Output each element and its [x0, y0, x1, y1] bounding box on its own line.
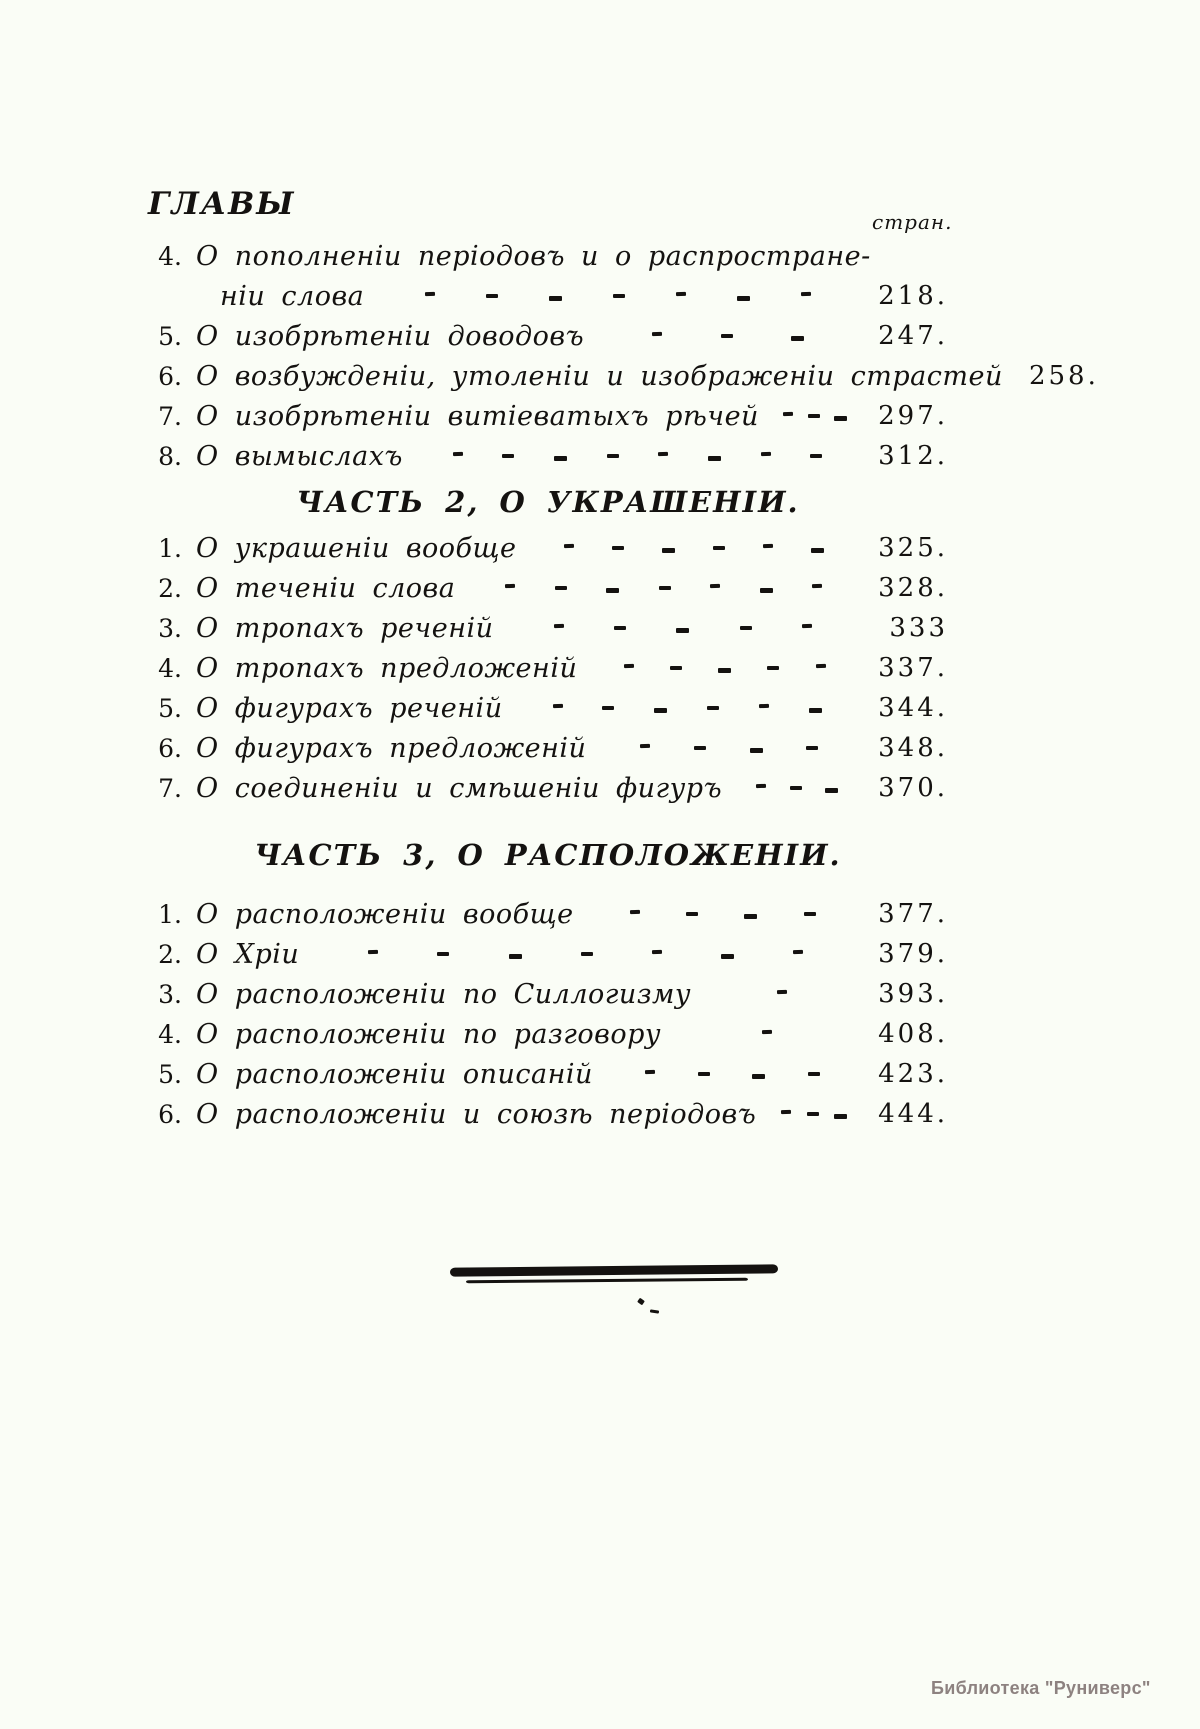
- leader-dash: [552, 704, 562, 708]
- toc-item-title: О изобрѣтеніи доводовъ: [196, 320, 585, 352]
- toc-row: [148, 934, 948, 974]
- toc-item-number: 7.: [158, 401, 182, 431]
- toc-page-number: 344.: [878, 693, 948, 723]
- toc-item-number: 6.: [158, 1099, 182, 1129]
- toc-row: [148, 1054, 948, 1094]
- leader-dash: [505, 584, 515, 588]
- toc-item-number: 4.: [158, 653, 182, 683]
- leader-dash: [613, 294, 625, 298]
- toc-item-title: О украшеніи вообще: [196, 532, 517, 564]
- leader-dash: [614, 626, 626, 630]
- toc-item-title: О вымыслахъ: [196, 440, 403, 472]
- toc-leader-dashes: [455, 568, 872, 608]
- toc-row: [148, 356, 1099, 396]
- leader-dash: [825, 788, 838, 793]
- toc-leader-dashes: [503, 688, 872, 728]
- toc-item-title: О возбужденіи, утоленіи и изображеніи страстей: [196, 360, 1003, 392]
- toc-item-title: О расположеніи вообще: [196, 898, 574, 930]
- toc-item-number: 2.: [158, 573, 182, 603]
- toc-item-number: 4.: [158, 241, 182, 271]
- toc-leader-dashes: [517, 528, 872, 568]
- leader-dash: [654, 708, 667, 713]
- toc-item-title: О расположеніи и союзѣ періодовъ: [196, 1098, 757, 1130]
- leader-dash: [502, 454, 514, 458]
- leader-dash: [659, 586, 671, 590]
- leader-dash: [808, 414, 820, 418]
- leader-dash: [453, 452, 463, 456]
- leader-dash: [761, 1030, 771, 1034]
- toc-item-title: О изобрѣтеніи витіеватыхъ рѣчей: [196, 400, 759, 432]
- toc-page-number: 297.: [878, 401, 948, 431]
- toc-leader-dashes: [871, 236, 891, 276]
- toc-page-number: 370.: [878, 773, 948, 803]
- leader-dash: [812, 584, 822, 588]
- toc-page-number: 218.: [878, 281, 948, 311]
- leader-dash: [612, 546, 624, 550]
- leader-dash: [781, 1110, 791, 1114]
- leader-dash: [686, 912, 698, 916]
- leader-dash: [602, 706, 614, 710]
- toc-page-number: 312.: [878, 441, 948, 471]
- leader-dash: [744, 914, 757, 919]
- leader-dash: [554, 456, 567, 461]
- leader-dash: [776, 990, 786, 994]
- toc-rows: [148, 236, 1099, 1134]
- leader-dash: [564, 544, 574, 548]
- leader-dash: [509, 954, 522, 959]
- toc-row: [148, 894, 948, 934]
- leader-dash: [808, 1072, 820, 1076]
- leader-dash: [737, 296, 750, 301]
- toc-item-number: 4.: [158, 1019, 182, 1049]
- toc-item-title: О Хріи: [196, 938, 300, 970]
- toc-leader-dashes: [584, 316, 872, 356]
- toc-item-title: О расположеніи описаній: [196, 1058, 593, 1090]
- leader-dash: [810, 454, 822, 458]
- leader-dash: [721, 954, 734, 959]
- leader-dash: [793, 950, 803, 954]
- toc-page-number: 325.: [878, 533, 948, 563]
- leader-dash: [752, 1074, 765, 1079]
- leader-dash: [658, 452, 668, 456]
- leader-dash: [761, 452, 771, 456]
- leader-dash: [718, 668, 731, 673]
- leader-dash: [555, 586, 567, 590]
- ink-speck: [637, 1298, 645, 1306]
- toc-item-number: 5.: [158, 1059, 182, 1089]
- leader-dash: [791, 336, 804, 341]
- leader-dash: [710, 584, 720, 588]
- leader-dash: [783, 412, 793, 416]
- leader-dash: [811, 548, 824, 553]
- toc-item-number: 5.: [158, 693, 182, 723]
- toc-section-heading: ЧАСТЬ 2, О УКРАШЕНІИ.: [296, 485, 800, 519]
- leader-dash: [708, 456, 721, 461]
- toc-item-number: 2.: [158, 939, 182, 969]
- leader-dash: [486, 294, 498, 298]
- toc-leader-dashes: [577, 648, 872, 688]
- toc-leader-dashes: [759, 396, 872, 436]
- leader-dash: [767, 666, 779, 670]
- toc-item-title: О расположеніи по разговору: [196, 1018, 662, 1050]
- leader-dash: [670, 666, 682, 670]
- toc-leader-dashes: [299, 934, 872, 974]
- leader-dash: [760, 588, 773, 593]
- toc-row: [148, 236, 948, 276]
- leader-dash: [662, 548, 675, 553]
- toc-leader-dashes: [364, 276, 872, 316]
- toc-page-number: 337.: [878, 653, 948, 683]
- ink-speck: [650, 1309, 659, 1313]
- toc-leader-dashes: [722, 768, 872, 808]
- toc-row: [148, 276, 948, 316]
- leader-dash: [713, 546, 725, 550]
- toc-row: [148, 316, 948, 356]
- leader-dash: [790, 786, 802, 790]
- toc-page-number: 393.: [878, 979, 948, 1009]
- toc-item-title: О фигурахъ реченій: [196, 692, 503, 724]
- toc-item-title: О тропахъ реченій: [196, 612, 494, 644]
- leader-dash: [554, 624, 564, 628]
- toc-leader-dashes: [756, 1094, 872, 1134]
- toc-row: [148, 974, 948, 1014]
- leader-dash: [834, 416, 847, 421]
- toc-leader-dashes: [661, 1014, 872, 1054]
- toc-item-title: О соединеніи и смѣшеніи фигуръ: [196, 772, 723, 804]
- leader-dash: [676, 628, 689, 633]
- toc-row: [148, 728, 948, 768]
- leader-dash: [606, 588, 619, 593]
- leader-dash: [652, 332, 662, 336]
- toc-leader-dashes: [691, 974, 872, 1014]
- toc-page-number: 258.: [1028, 361, 1099, 391]
- toc-item-title: О пополненіи періодовъ и о распростране-: [196, 240, 871, 272]
- toc-leader-dashes: [574, 894, 872, 934]
- toc-leader-dashes: [403, 436, 872, 476]
- section-divider-rule: [450, 1266, 778, 1282]
- toc-leader-dashes: [586, 728, 872, 768]
- leader-dash: [721, 334, 733, 338]
- leader-dash: [676, 292, 686, 296]
- leader-dash: [750, 748, 763, 753]
- leader-dash: [807, 1112, 819, 1116]
- toc-page-number: 328.: [878, 573, 948, 603]
- toc-page-number: 379.: [878, 939, 948, 969]
- leader-dash: [607, 454, 619, 458]
- toc-row: [148, 436, 948, 476]
- leader-dash: [806, 746, 818, 750]
- toc-row: [148, 1014, 948, 1054]
- toc-row: [148, 568, 948, 608]
- toc-leader-dashes: [1003, 356, 1023, 396]
- leader-dash: [707, 706, 719, 710]
- toc-leader-dashes: [593, 1054, 872, 1094]
- toc-item-title: ніи слова: [220, 280, 365, 312]
- toc-page-number: 333: [889, 613, 948, 643]
- toc-item-number: 8.: [158, 441, 182, 471]
- library-watermark: Библиотека "Руниверс": [931, 1678, 1151, 1698]
- toc-item-title: О тропахъ предложеній: [196, 652, 578, 684]
- toc-item-number: 5.: [158, 321, 182, 351]
- leader-dash: [694, 746, 706, 750]
- leader-dash: [834, 1114, 847, 1119]
- toc-row: [148, 688, 948, 728]
- leader-dash: [809, 708, 822, 713]
- toc-leader-dashes: [494, 608, 873, 648]
- toc-page-number: 444.: [878, 1099, 948, 1129]
- leader-dash: [368, 950, 378, 954]
- toc-row: [148, 396, 948, 436]
- toc-item-number: 1.: [158, 533, 182, 563]
- toc-page-number: 423.: [878, 1059, 948, 1089]
- leader-dash: [581, 952, 593, 956]
- leader-dash: [624, 664, 634, 668]
- leader-dash: [801, 292, 811, 296]
- leader-dash: [802, 624, 812, 628]
- toc-item-title: О фигурахъ предложеній: [196, 732, 587, 764]
- toc-page-number: 377.: [878, 899, 948, 929]
- toc-section-heading: ЧАСТЬ 3, О РАСПОЛОЖЕНІИ.: [254, 838, 842, 872]
- divider-bar-thin: [466, 1278, 748, 1283]
- toc-item-number: 6.: [158, 733, 182, 763]
- divider-bar-thick: [450, 1264, 778, 1276]
- page-title: ГЛАВЫ: [148, 186, 296, 222]
- toc-row: [148, 528, 948, 568]
- toc-row: [148, 648, 948, 688]
- leader-dash: [645, 1070, 655, 1074]
- leader-dash: [698, 1072, 710, 1076]
- leader-dash: [630, 910, 640, 914]
- leader-dash: [425, 292, 435, 296]
- leader-dash: [804, 912, 816, 916]
- leader-dash: [759, 704, 769, 708]
- toc-page-number: 247.: [878, 321, 948, 351]
- toc-row: [148, 1094, 948, 1134]
- toc-page-number: 408.: [878, 1019, 948, 1049]
- table-of-contents: [148, 186, 1099, 1134]
- leader-dash: [640, 744, 650, 748]
- toc-page-number: 348.: [878, 733, 948, 763]
- leader-dash: [763, 544, 773, 548]
- toc-item-title: О расположеніи по Силлогизму: [196, 978, 692, 1010]
- page-column-label: стран.: [872, 210, 953, 234]
- leader-dash: [549, 296, 562, 301]
- toc-item-number: 1.: [158, 899, 182, 929]
- toc-item-number: 7.: [158, 773, 182, 803]
- toc-item-title: О теченіи слова: [196, 572, 456, 604]
- leader-dash: [816, 664, 826, 668]
- leader-dash: [740, 626, 752, 630]
- leader-dash: [437, 952, 449, 956]
- toc-item-number: 3.: [158, 979, 182, 1009]
- toc-item-number: 6.: [158, 361, 182, 391]
- toc-row: [148, 768, 948, 808]
- toc-item-number: 3.: [158, 613, 182, 643]
- leader-dash: [756, 784, 766, 788]
- toc-row: [148, 608, 948, 648]
- leader-dash: [652, 950, 662, 954]
